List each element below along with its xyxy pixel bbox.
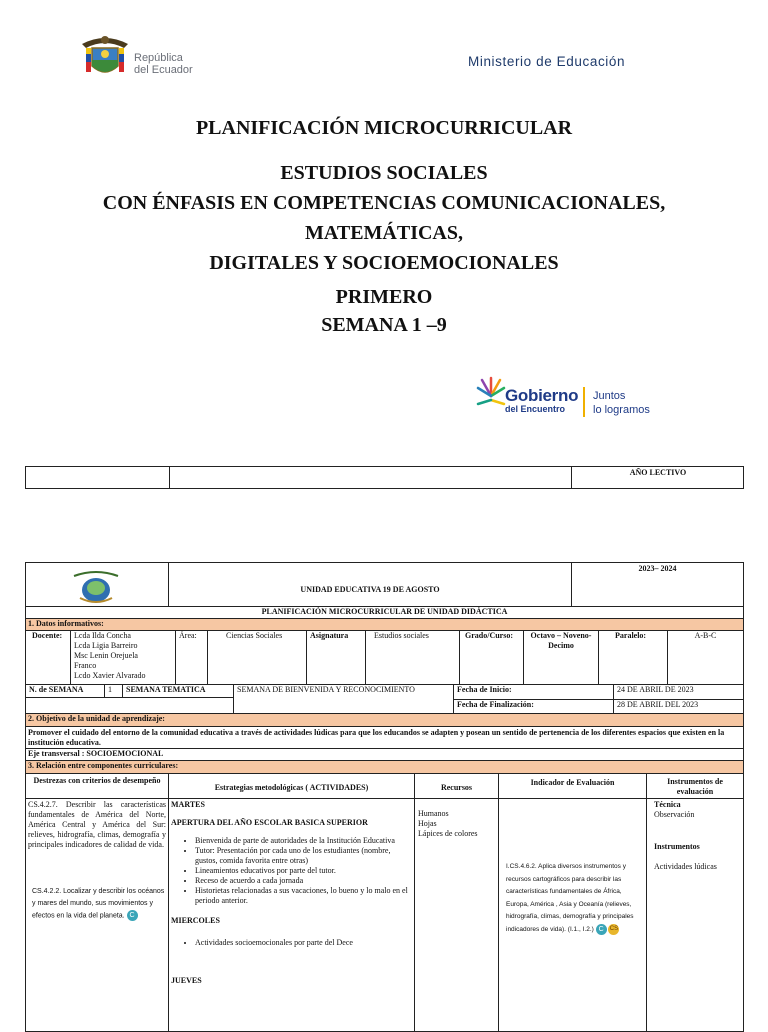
republica-text: República (134, 52, 183, 64)
activity-item: • Lineamientos educativos por parte del tutor. (195, 866, 412, 876)
semana-tematica-value: SEMANA DE BIENVENIDA Y RECONOCIMIENTO (233, 684, 454, 714)
section-1-header: 1. Datos informativos: (25, 618, 744, 631)
grado-value: Octavo – Noveno- Decimo (523, 630, 599, 685)
col-indicador-header: Indicador de Evaluación (498, 773, 647, 799)
docente-4: Franco (74, 661, 97, 670)
col-recursos-header: Recursos (414, 773, 499, 799)
del-ecuador-text: del Ecuador (134, 64, 193, 76)
subject-line-1: ESTUDIOS SOCIALES (280, 162, 488, 184)
document-title: PLANIFICACIÓN MICROCURRICULAR (195, 117, 573, 139)
instrumentos-value: Actividades lúdicas (654, 862, 717, 871)
eje-transversal: Eje transversal : SOCIOEMOCIONAL (25, 748, 744, 761)
martes-activities (171, 836, 412, 906)
destreza-cs-4-2-2 (28, 886, 166, 922)
slogan (593, 389, 650, 417)
miercoles-activities (171, 938, 412, 948)
objetivo-text: Promover el cuidado del entorno de la comunidad educativa a través de actividades lúdicas para que los educandos se adapten y posean un sentido de pertenencia de los diferentes espacios que existen en la institución educativa. (25, 726, 744, 749)
competencia-c-icon: C (127, 910, 138, 921)
docente-list (70, 630, 176, 685)
tecnica-label: Técnica (654, 800, 681, 809)
empty-cell (26, 467, 170, 488)
estrategias-cell (168, 798, 415, 1032)
subject-line-4: DIGITALES Y SOCIOEMOCIONALES (209, 252, 559, 274)
competencia-cs-icon: CS (608, 924, 619, 935)
area-label: Área: (175, 630, 208, 685)
year-header-table (25, 466, 744, 489)
year-range-cell: 2023– 2024 (571, 562, 744, 607)
fecha-fin-value: 28 DE ABRIL DEL 2023 (613, 699, 744, 714)
gobierno-sunburst-icon (476, 374, 506, 414)
instrumentos-cell (646, 798, 744, 1032)
competencia-c-icon: C (596, 924, 607, 935)
recursos-cell (414, 798, 499, 1032)
subject-title (0, 158, 768, 278)
paralelo-label: Paralelo: (598, 630, 668, 685)
semana-tematica-label: SEMANA TEMATICA (122, 684, 234, 698)
indicador-cell (498, 798, 647, 1032)
subject-line-3: MATEMÁTICAS, (305, 222, 463, 244)
docente-2: Lcda Ligia Barreiro (74, 641, 138, 650)
grade-week-title (0, 283, 768, 339)
recurso-item: Humanos (418, 809, 449, 818)
activity-item: • Bienvenida de parte de autoridades de la Institución Educativa (195, 836, 412, 846)
grado-label: Grado/Curso: (459, 630, 524, 685)
semana-blank-cell (25, 697, 234, 714)
school-logo-cell (25, 562, 169, 607)
section-2-header: 2. Objetivo de la unidad de aprendizaje: (25, 713, 744, 727)
destrezas-cell (25, 798, 169, 1032)
jueves-heading: JUEVES (171, 976, 202, 985)
col-destrezas-header: Destrezas con criterios de desempeño (25, 773, 169, 799)
area-value: Ciencias Sociales (207, 630, 307, 685)
week-text: SEMANA 1 –9 (321, 314, 447, 336)
docente-1: Lcda Ilda Concha (74, 631, 131, 640)
asignatura-label: Asignatura (306, 630, 366, 685)
activity-item: • Tutor: Presentación por cada uno de los estudiantes (nombre, gustos, comida favorita entre otras) (195, 846, 412, 866)
col-estrategias-header: Estrategias metodológicas ( ACTIVIDADES) (168, 773, 415, 799)
fecha-inicio-value: 24 DE ABRIL DE 2023 (613, 684, 744, 700)
paralelo-value: A-B-C (667, 630, 744, 685)
anio-lectivo-cell: AÑO LECTIVO (571, 467, 744, 488)
slogan-line-1: Juntos (593, 390, 626, 402)
ministerio-de-educacion-logo: Ministerio de Educación (468, 54, 626, 69)
instrumentos-label: Instrumentos (654, 842, 700, 851)
fecha-fin-label: Fecha de Finalización: (453, 699, 614, 714)
apertura-heading: APERTURA DEL AÑO ESCOLAR BASICA SUPERIOR (171, 818, 368, 827)
school-logo-icon (66, 568, 126, 606)
docente-3: Msc Lenin Orejuela (74, 651, 138, 660)
tecnica-value: Observación (654, 810, 695, 819)
section-3-header: 3. Relación entre componentes curriculares: (25, 760, 744, 774)
activity-item: • Actividades socioemocionales por parte del Dece (195, 938, 412, 948)
activity-item: • Historietas relacionadas a sus vacaciones, lo bueno y lo malo en el periodo anterior. (195, 886, 412, 906)
nsemana-value: 1 (104, 684, 123, 698)
slogan-line-2: lo logramos (593, 404, 650, 416)
activity-item: • Receso de acuerdo a cada jornada (195, 876, 412, 886)
docente-label: Docente: (25, 630, 71, 685)
asignatura-value: Estudios sociales (365, 630, 460, 685)
destreza-cs-4-2-2-text: CS.4.2.2. Localizar y describir los océanos y mares del mundo, sus movimientos y efectos en la vida del planeta. (32, 888, 165, 920)
nsemana-label: N. de SEMANA (25, 684, 105, 698)
miercoles-heading: MIERCOLES (171, 916, 220, 925)
planning-table (25, 562, 744, 1032)
indicador-content: I.CS.4.6.2. Aplica diversos instrumentos y recursos cartográficos para describir las características fundamentales de África, Europa, América , Asia y Oceanía (relieves, hidrografía, climas, demografía y principales indicadores de vida). (I.1., I.2.) (506, 863, 634, 933)
docente-5: Lcdo Xavier Alvarado (74, 671, 146, 680)
grade-text: PRIMERO (335, 286, 433, 308)
recurso-item: Hojas (418, 819, 437, 828)
del-encuentro-text: del Encuentro (505, 404, 566, 414)
ecuador-coat-of-arms-icon (78, 30, 132, 84)
gobierno-text: Gobierno (505, 386, 579, 405)
destreza-cs-4-2-7: CS.4.2.7. Describir las características fundamentales de América del Norte, América Central y América del Sur: relieves, hidrografía, climas, demografía y principales indicadores de calidad de vida. (28, 800, 166, 849)
recurso-item: Lápices de colores (418, 829, 478, 838)
subject-line-2: CON ÉNFASIS EN COMPETENCIAS COMUNICACIONALES, (102, 192, 666, 214)
logo-divider (583, 387, 585, 417)
col-instrumentos-header: Instrumentos de evaluación (646, 773, 744, 799)
plan-title-row: PLANIFICACIÓN MICROCURRICULAR DE UNIDAD DIDÁCTICA (25, 606, 744, 619)
republica-del-ecuador-logo (134, 52, 193, 76)
martes-heading: MARTES (171, 800, 205, 809)
fecha-inicio-label: Fecha de Inicio: (453, 684, 614, 700)
school-name-cell: UNIDAD EDUCATIVA 19 DE AGOSTO (168, 562, 572, 607)
indicador-text (506, 861, 642, 936)
